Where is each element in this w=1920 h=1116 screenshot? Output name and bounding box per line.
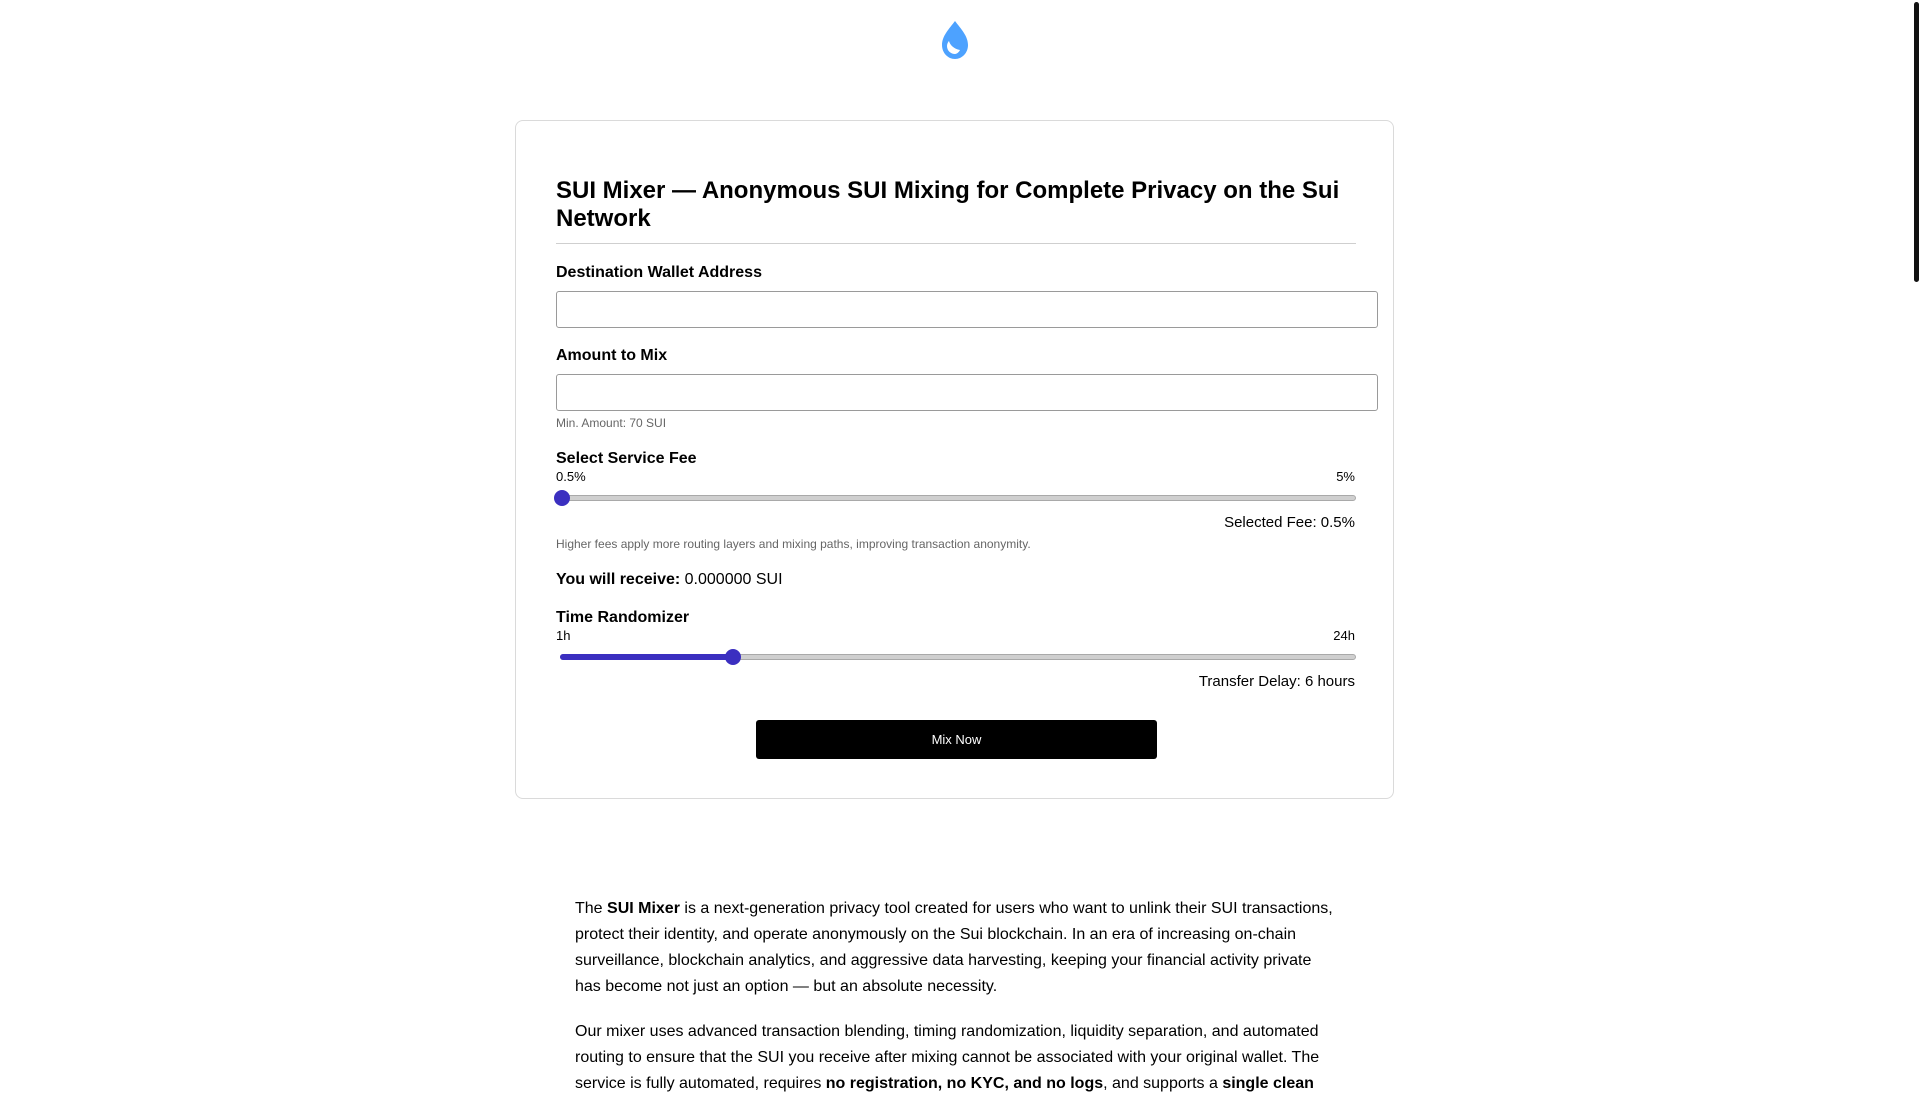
destination-label: Destination Wallet Address: [556, 264, 762, 281]
mixer-card: [515, 120, 1394, 799]
min-amount-hint: Min. Amount: 70 SUI: [556, 416, 667, 430]
article: [575, 896, 1335, 1116]
fee-slider-track[interactable]: [560, 495, 1356, 501]
article-strong: SUI Mixer: [607, 900, 680, 917]
article-strong: no registration, no KYC, and no logs: [825, 1075, 1104, 1092]
service-fee-label: Select Service Fee: [556, 450, 697, 467]
delay-slider-thumb[interactable]: [725, 649, 741, 665]
destination-wallet-input[interactable]: [556, 291, 1378, 328]
article-paragraph: [575, 1019, 1335, 1097]
article-strong: single clean: [1222, 1075, 1314, 1092]
time-randomizer-slider[interactable]: [556, 648, 1356, 666]
fee-min-label: 0.5%: [556, 469, 586, 484]
page-title: SUI Mixer — Anonymous SUI Mixing for Complete Privacy on the Sui Network: [556, 177, 1340, 232]
time-randomizer-label: Time Randomizer: [556, 609, 690, 626]
transfer-delay-readout: Transfer Delay: 6 hours: [1198, 673, 1355, 690]
sui-droplet-icon[interactable]: [936, 18, 974, 63]
delay-min-label: 1h: [556, 628, 571, 643]
delay-max-label: 24h: [1333, 628, 1355, 643]
article-text: is a next-generation privacy tool created for users who want to unlink their SUI transactions, protect their identity, and operate anonymously on the Sui blockchain. In an era of increasing on-chain surveillance, blockchain analytics, and aggressive data harvesting, keeping your financial activity private has become not just an option — but an absolute necessity.: [575, 900, 1333, 995]
article-paragraph: [575, 896, 1335, 1000]
fee-slider-thumb[interactable]: [554, 490, 570, 506]
delay-slider-fill: [560, 654, 733, 660]
receive-value: 0.000000 SUI: [684, 571, 783, 588]
amount-label: Amount to Mix: [556, 347, 668, 364]
article-text: Our mixer uses advanced transaction blending, timing randomization, liquidity separation, and automated routing to ensure that the SUI you receive after mixing cannot be associated with your original wallet. The service is fully automated, requires: [575, 1023, 1320, 1092]
mix-now-button[interactable]: Mix Now: [756, 720, 1157, 759]
fee-max-label: 5%: [1336, 469, 1355, 484]
article-text: , and supports a: [1103, 1075, 1223, 1092]
service-fee-slider[interactable]: [556, 489, 1356, 507]
amount-input[interactable]: [556, 374, 1378, 411]
title-divider: [556, 243, 1356, 244]
fee-hint: Higher fees apply more routing layers and mixing paths, improving transaction anonymity.: [556, 537, 1031, 551]
selected-fee-readout: Selected Fee: 0.5%: [1224, 514, 1355, 531]
scrollbar-thumb[interactable]: [1914, 2, 1919, 282]
page-scrollbar[interactable]: [1912, 0, 1920, 1080]
receive-summary: [556, 571, 783, 589]
receive-label: You will receive:: [556, 571, 681, 588]
article-text: The: [575, 900, 608, 917]
